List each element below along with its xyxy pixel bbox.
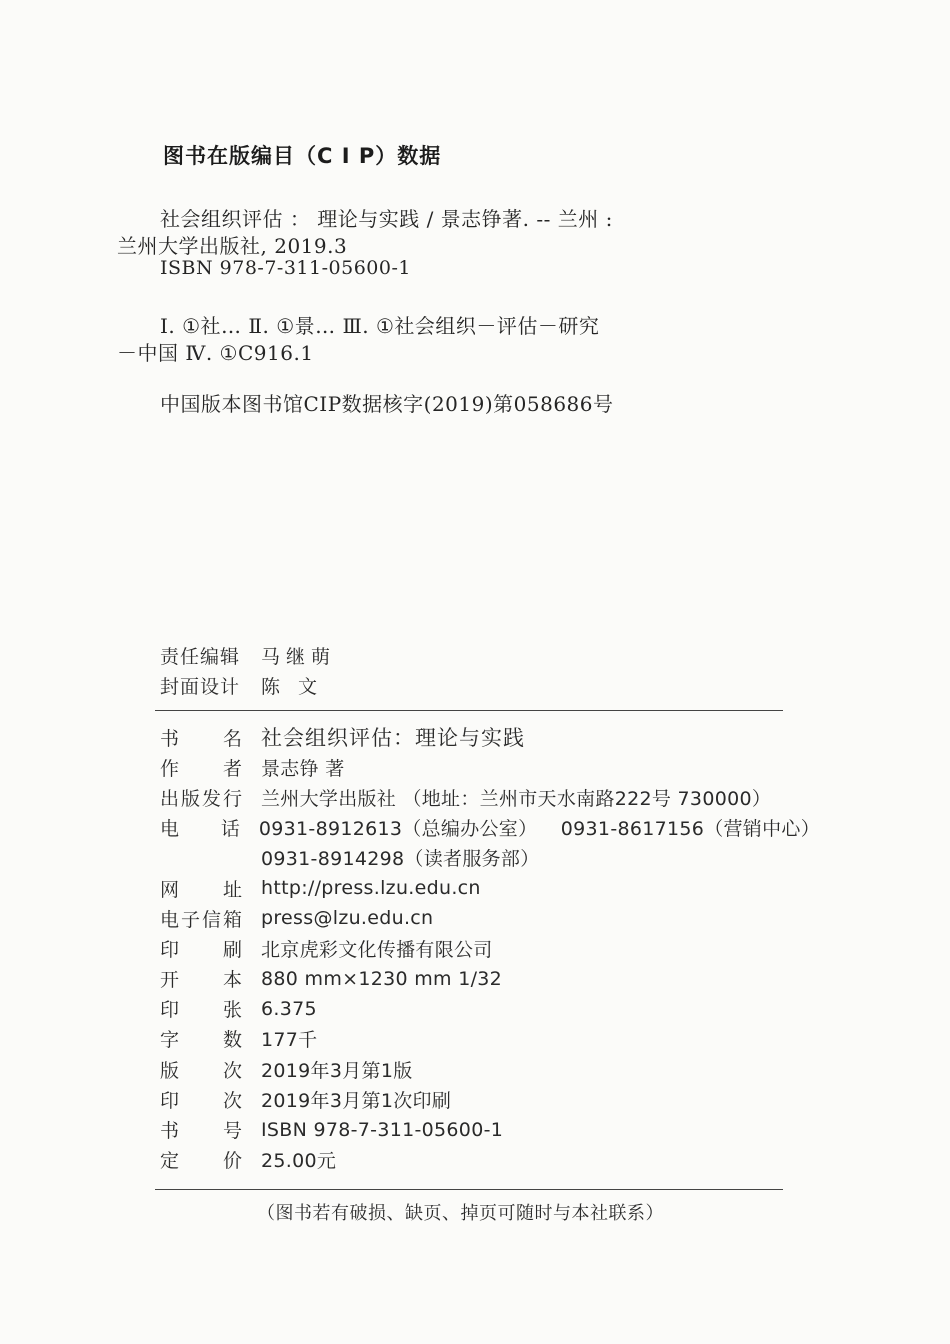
info-label: 定 价 <box>160 1150 242 1173</box>
info-value: 6.375 <box>261 997 317 1020</box>
info-row-printer <box>160 933 820 963</box>
info-row-isbn <box>160 1114 820 1144</box>
info-value: 兰州大学出版社 （地址：兰州市天水南路222号 730000） <box>261 787 772 810</box>
info-row-title <box>160 722 820 752</box>
cip-publisher-line: 兰州大学出版社, 2019.3 <box>117 234 348 258</box>
publication-info <box>160 722 820 1175</box>
info-label: 书 名 <box>160 727 242 750</box>
info-row-website <box>160 873 820 903</box>
credit-label: 封面设计 <box>160 675 241 698</box>
info-value: 2019年3月第1次印刷 <box>261 1089 452 1112</box>
info-value: 0931-8617156（营销中心） <box>560 818 820 841</box>
cip-record-number: 中国版本图书馆CIP数据核字(2019)第058686号 <box>160 392 614 416</box>
info-label: 作 者 <box>160 757 242 780</box>
cip-title-line: 社会组织评估 ： 理论与实践 / 景志铮著. -- 兰州 : <box>160 207 613 231</box>
info-label: 网 址 <box>160 878 242 901</box>
info-value: 880 mm×1230 mm 1/32 <box>261 967 503 990</box>
info-value: 社会组织评估：理论与实践 <box>261 726 525 751</box>
info-value: 北京虎彩文化传播有限公司 <box>261 938 493 961</box>
credit-label: 责任编辑 <box>160 645 241 668</box>
info-row-publisher <box>160 782 820 812</box>
info-label: 电 子 信 箱 <box>160 908 242 931</box>
damage-notice: （图书若有破损、缺页、掉页可随时与本社联系） <box>257 1203 664 1224</box>
info-value: 177千 <box>261 1029 318 1052</box>
credit-row-cover-design <box>160 670 336 700</box>
cip-classification-line: －中国 Ⅳ. ①C916.1 <box>117 341 314 365</box>
info-row-words <box>160 1024 820 1054</box>
info-label: 版 次 <box>160 1059 242 1082</box>
info-label: 印 刷 <box>160 938 242 961</box>
email-link[interactable]: press@lzu.edu.cn <box>261 907 434 930</box>
info-label: 印 次 <box>160 1089 242 1112</box>
info-value: 25.00元 <box>261 1150 337 1173</box>
info-row-phone <box>160 813 820 843</box>
info-label: 出 版 发 行 <box>160 787 242 810</box>
info-label: 字 数 <box>160 1029 242 1052</box>
info-label: 书 号 <box>160 1120 242 1143</box>
info-label: 电 话 <box>160 818 240 841</box>
info-row-email <box>160 903 820 933</box>
divider-top <box>155 710 783 711</box>
divider-bottom <box>155 1189 783 1190</box>
info-row-price <box>160 1145 820 1175</box>
cip-subject-line: Ⅰ. ①社… Ⅱ. ①景… Ⅲ. ①社会组织－评估－研究 <box>160 314 600 338</box>
website-link[interactable]: http://press.lzu.edu.cn <box>261 877 481 900</box>
info-row-author <box>160 752 820 782</box>
info-label: 开 本 <box>160 969 242 992</box>
info-row-sheets <box>160 994 820 1024</box>
credit-row-editor <box>160 640 336 670</box>
info-value: 0931-8912613（总编办公室） <box>258 818 538 841</box>
info-value: 0931-8914298（读者服务部） <box>261 848 540 871</box>
info-value: 2019年3月第1版 <box>261 1059 413 1082</box>
info-value: 景志铮 著 <box>261 757 345 780</box>
cip-heading: 图书在版编目（C I P）数据 <box>163 144 442 168</box>
credits-block <box>160 640 336 700</box>
credit-value: 陈 文 <box>261 675 324 698</box>
info-row-edition <box>160 1054 820 1084</box>
credit-value: 马继萌 <box>261 645 337 668</box>
info-label: 印 张 <box>160 999 242 1022</box>
info-value: ISBN 978-7-311-05600-1 <box>261 1118 504 1141</box>
info-row-format <box>160 964 820 994</box>
cip-isbn-line: ISBN 978-7-311-05600-1 <box>160 257 411 279</box>
info-row-phone-cont <box>160 843 820 873</box>
info-row-impression <box>160 1084 820 1114</box>
